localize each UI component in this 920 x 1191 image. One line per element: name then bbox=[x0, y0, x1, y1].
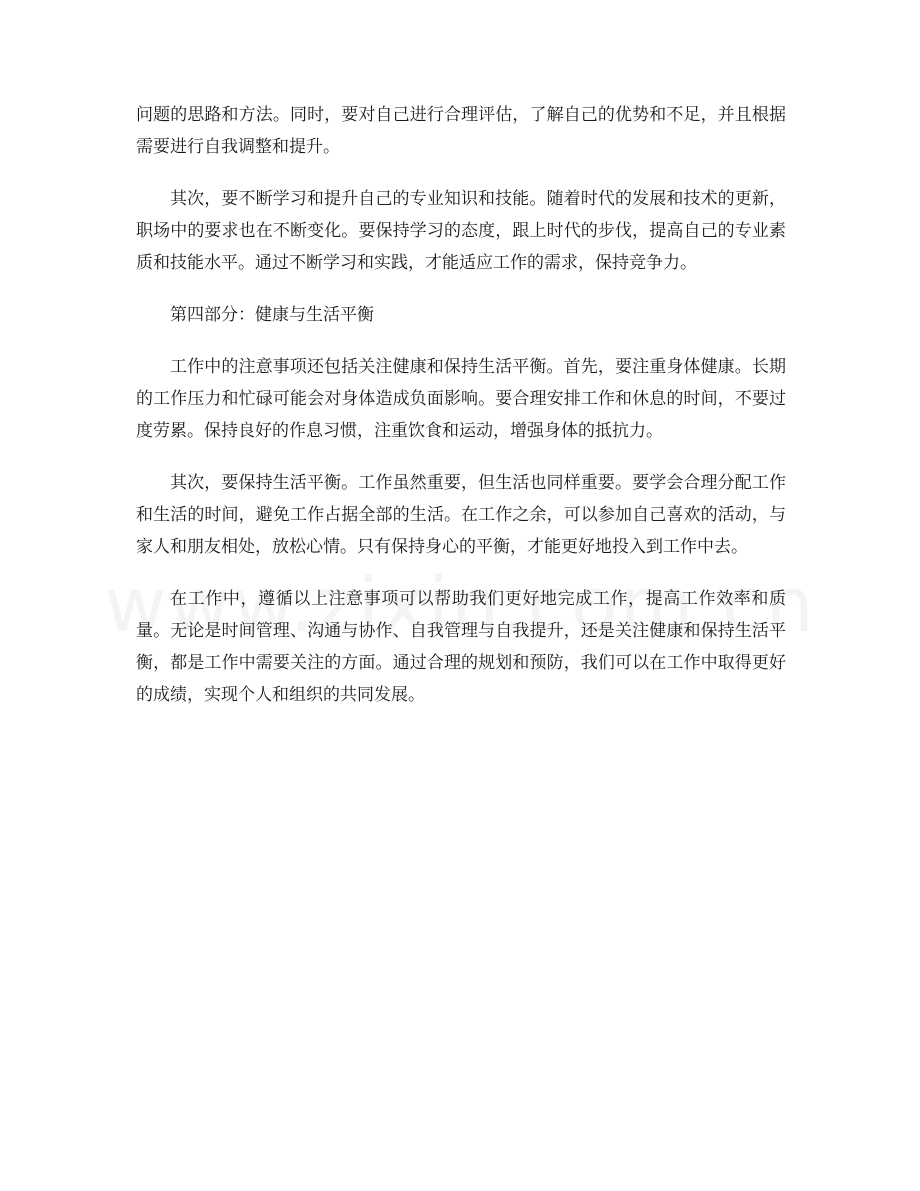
document-body bbox=[136, 99, 786, 731]
paragraph-continuation: 问题的思路和方法。同时，要对自己进行合理评估，了解自己的优势和不足，并且根据需要进行自我调整和提升。 bbox=[136, 105, 786, 157]
paragraph-conclusion: 在工作中，遵循以上注意事项可以帮助我们更好地完成工作，提高工作效率和质量。无论是时间管理、沟通与协作、自我管理与自我提升，还是关注健康和保持生活平衡，都是工作中需要关注的方面。通过合理的规划和预防，我们可以在工作中取得更好的成绩，实现个人和组织的共同发展。 bbox=[136, 589, 786, 705]
paragraph-learning: 其次，要不断学习和提升自己的专业知识和技能。随着时代的发展和技术的更新，职场中的要求也在不断变化。要保持学习的态度，跟上时代的步伐，提高自己的专业素质和技能水平。通过不断学习和实践，才能适应工作的需求，保持竞争力。 bbox=[136, 189, 786, 273]
paragraph-life-balance: 其次，要保持生活平衡。工作虽然重要，但生活也同样重要。要学会合理分配工作和生活的时间，避免工作占据全部的生活。在工作之余，可以参加自己喜欢的活动，与家人和朋友相处，放松心情。只有保持身心的平衡，才能更好地投入到工作中去。 bbox=[136, 473, 786, 557]
section-heading: 第四部分：健康与生活平衡 bbox=[170, 305, 374, 325]
paragraph-health: 工作中的注意事项还包括关注健康和保持生活平衡。首先，要注重身体健康。长期的工作压力和忙碌可能会对身体造成负面影响。要合理安排工作和休息的时间，不要过度劳累。保持良好的作息习惯，注重饮食和运动，增强身体的抵抗力。 bbox=[136, 357, 786, 441]
